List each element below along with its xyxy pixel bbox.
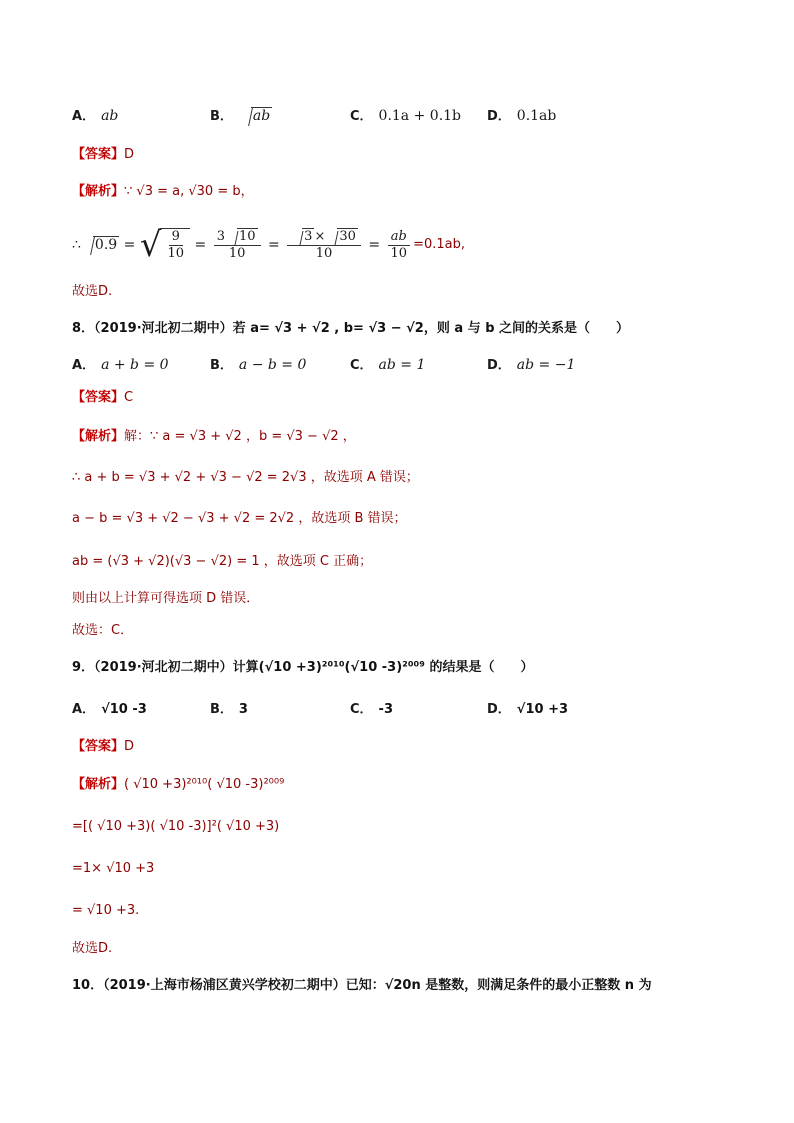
q8-option-a: A． a + b = 0 [72, 357, 169, 373]
q9-analysis-line1: 【解析】( √10 +3)²⁰¹⁰( √10 -3)²⁰⁰⁹ [72, 777, 285, 792]
q8-analysis-line3: a − b = √3 + √2 − √3 + √2 = 2√2 ，故选项 B 错误； [72, 511, 407, 526]
q9-answer: 【答案】D [72, 739, 135, 754]
q8-option-b: B． a − b = 0 [210, 357, 307, 373]
q9-stem: 9．（2019·河北初二期中）计算(√10 +3)²⁰¹⁰(√10 -3)²⁰⁰⁹ 的结果是（ ） [72, 660, 534, 675]
q9-analysis-line3: =1× √10 +3 [72, 861, 155, 876]
q9-conclusion: 故选D. [72, 941, 113, 956]
q9-option-d: D． √10 +3 [487, 702, 569, 717]
q8-option-d: D． ab = −1 [487, 357, 576, 373]
q8-analysis-line4: ab = (√3 + √2)(√3 − √2) = 1 ，故选项 C 正确； [72, 554, 373, 569]
q8-conclusion: 故选：C． [72, 623, 134, 638]
q9-analysis-line4: = √10 +3. [72, 903, 140, 918]
q9-option-b: B． 3 [210, 702, 248, 717]
q10-stem: 10．（2019·上海市杨浦区黄兴学校初二期中）已知：√20n 是整数，则满足条件的最小正整数 n 为 [72, 978, 652, 993]
q7-answer: 【答案】D [72, 147, 135, 162]
q8-answer: 【答案】C [72, 390, 134, 405]
q7-analysis-line1: 【解析】∵ √3 = a, √30 = b， [72, 184, 254, 199]
q8-analysis-line1: 【解析】解：∵ a = √3 + √2 ，b = √3 − √2 ， [72, 429, 356, 444]
q9-analysis-line2: =[( √10 +3)( √10 -3)]²( √10 +3) [72, 819, 280, 834]
q8-option-c: C． ab = 1 [350, 357, 426, 373]
q7-analysis-line2: ∴ 0.9 = √ $\frac{9}{10}$ = $\frac{3 10}{10}$ = $\frac{3 \times 30}{10}$ = $\frac{ab}{10}$ =0.1ab, [72, 225, 465, 265]
q8-analysis-line2: ∴ a + b = √3 + √2 + √3 − √2 = 2√3 ，故选项 A 错误； [72, 470, 419, 485]
q7-option-a: A． ab [72, 108, 119, 124]
q7-conclusion: 故选D. [72, 284, 113, 299]
q8-analysis-line5: 则由以上计算可得选项 D 错误． [72, 591, 260, 606]
q7-option-b: B． ab [210, 108, 271, 124]
q7-option-c: C． 0.1a + 0.1b [350, 108, 462, 124]
q8-stem: 8．（2019·河北初二期中）若 a= √3 + √2 , b= √3 − √2，则 a 与 b 之间的关系是（ ） [72, 321, 630, 336]
q7-option-d: D． 0.1ab [487, 108, 557, 124]
q9-option-a: A． √10 -3 [72, 702, 147, 717]
q9-option-c: C． -3 [350, 702, 393, 717]
